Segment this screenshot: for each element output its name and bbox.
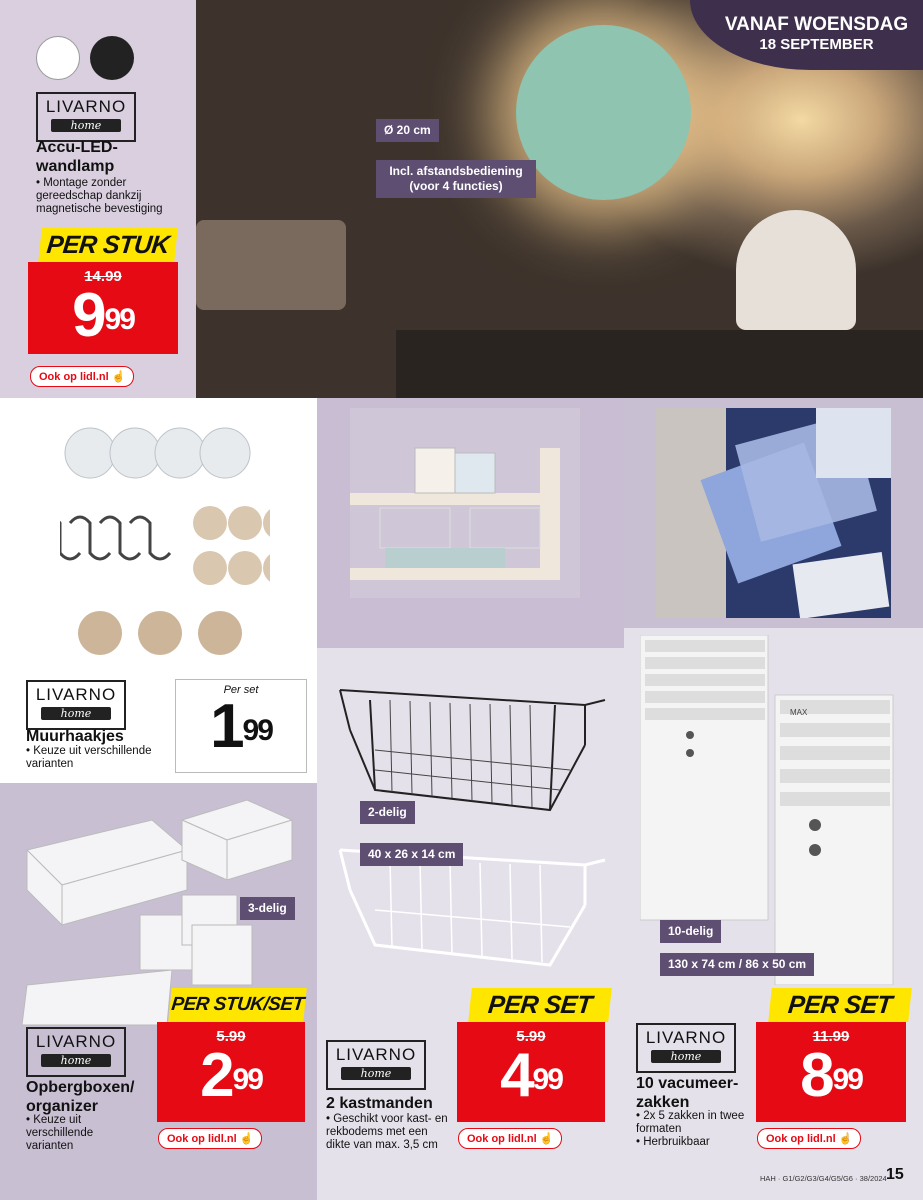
lamp-size-tag: Ø 20 cm: [376, 119, 439, 142]
online-link-text: Ook op lidl.nl: [766, 1133, 836, 1145]
vacuum-price-int: 8: [800, 1041, 833, 1110]
hooks-livarno-logo: [26, 680, 126, 730]
hooks-description: • Keuze uit verschillende varianten: [26, 745, 152, 770]
lamp-title-line2: wandlamp: [36, 158, 115, 175]
vacuum-description: [636, 1110, 746, 1149]
sofa-image: [196, 220, 346, 310]
wall-lamp-image: [516, 25, 691, 200]
vacuum-price: [756, 1041, 906, 1110]
lamp-price: [28, 281, 178, 350]
bag-max-label: MAX: [790, 708, 808, 717]
boxes-price-box: [157, 1022, 305, 1122]
vacuum-desc-line2: • Herbruikbaar: [636, 1136, 710, 1148]
vacuum-title: [636, 1074, 738, 1112]
vacuum-desc-line1: • 2x 5 zakken in twee formaten: [636, 1110, 745, 1135]
brand-text: LIVARNO: [45, 97, 127, 116]
baskets-old-price: 5.99: [516, 1028, 546, 1045]
vacuum-old-price: 11.99: [812, 1028, 850, 1045]
brand-text: LIVARNO: [645, 1028, 727, 1047]
baskets-title: 2 kastmanden: [326, 1095, 433, 1112]
baskets-price-dec: 99: [532, 1063, 562, 1096]
boxes-title: [26, 1078, 134, 1116]
brand-sub: home: [41, 707, 111, 720]
vacuum-title-line1: 10 vacumeer-: [636, 1075, 739, 1092]
brand-sub: home: [651, 1050, 721, 1063]
hooks-image: [60, 418, 270, 688]
online-link-text: Ook op lidl.nl: [39, 371, 109, 383]
lamp-price-int: 9: [72, 281, 105, 350]
brand-text: LIVARNO: [35, 1032, 117, 1051]
hooks-price-int: 1: [210, 692, 243, 761]
baskets-price: [457, 1041, 605, 1110]
sideboard-image: [396, 330, 923, 398]
brand-sub: home: [51, 119, 121, 132]
hooks-per-label: Per set: [223, 684, 259, 696]
baskets-livarno-logo: [326, 1040, 426, 1090]
boxes-price-int: 2: [200, 1041, 233, 1110]
vacuum-title-line2: zakken: [636, 1094, 690, 1111]
lamp-description: • Montage zonder gereedschap dankzij magnetische bevestiging: [36, 177, 163, 215]
lamp-title-line1: Accu-LED-: [36, 139, 118, 156]
brand-text: LIVARNO: [35, 685, 117, 704]
shelf-photo: [350, 408, 580, 598]
baskets-online-link[interactable]: Ook op lidl.nl ☝: [458, 1128, 562, 1149]
hooks-price-box: [175, 679, 307, 773]
boxes-title-line1: Opbergboxen/: [26, 1079, 135, 1096]
vacuum-price-dec: 99: [832, 1063, 862, 1096]
date-line2: 18 SEPTEMBER: [759, 36, 874, 53]
baskets-size-tag: 40 x 26 x 14 cm: [360, 843, 463, 866]
baskets-price-box: [457, 1022, 605, 1122]
hooks-price: [176, 692, 306, 761]
lamp-online-link[interactable]: Ook op lidl.nl ☝: [30, 366, 134, 387]
page-number: 15: [886, 1166, 904, 1183]
boxes-price: [157, 1041, 305, 1110]
lamp-price-box: [28, 262, 178, 354]
vacuum-size-tag: 130 x 74 cm / 86 x 50 cm: [660, 953, 814, 976]
baskets-count-tag: 2-delig: [360, 801, 415, 824]
vacuum-online-link[interactable]: Ook op lidl.nl ☝: [757, 1128, 861, 1149]
lamp-per-label: PER STUK: [38, 228, 178, 262]
brand-sub: home: [41, 1054, 111, 1067]
baskets-price-int: 4: [500, 1041, 533, 1110]
online-link-text: Ook op lidl.nl: [167, 1133, 237, 1145]
black-basket-image: [330, 670, 615, 815]
vacuum-per-label: PER SET: [768, 988, 912, 1022]
boxes-price-dec: 99: [232, 1063, 262, 1096]
brand-sub: home: [341, 1067, 411, 1080]
baskets-description: • Geschikt voor kast- en rekbodems met een dikte van max. 3,5 cm: [326, 1113, 448, 1151]
boxes-description: • Keuze uit verschillende varianten: [26, 1114, 94, 1152]
lamp-remote-tag: Incl. afstandsbediening (voor 4 functies): [376, 160, 536, 198]
hooks-price-dec: 99: [242, 714, 272, 747]
livarno-logo: [36, 92, 136, 142]
lamp-old-price: 14.99: [84, 268, 122, 285]
vacuum-photo: [656, 408, 891, 618]
boxes-livarno-logo: [26, 1027, 126, 1077]
vacuum-count-tag: 10-delig: [660, 920, 721, 943]
boxes-title-line2: organizer: [26, 1098, 99, 1115]
footer-code: HAH · G1/G2/G3/G4/G5/G6 · 38/2024: [760, 1174, 887, 1183]
hooks-title: Muurhaakjes: [26, 728, 124, 745]
vacuum-price-box: [756, 1022, 906, 1122]
lamp-price-dec: 99: [104, 303, 134, 336]
lamp-title: [36, 138, 186, 176]
brand-text: LIVARNO: [335, 1045, 417, 1064]
boxes-online-link[interactable]: Ook op lidl.nl ☝: [158, 1128, 262, 1149]
boxes-old-price: 5.99: [216, 1028, 246, 1045]
date-line1: VANAF WOENSDAG: [724, 14, 909, 35]
boxes-per-label: PER STUK/SET: [168, 988, 307, 1022]
vacuum-livarno-logo: [636, 1023, 736, 1073]
black-color-swatch[interactable]: [90, 36, 134, 80]
baskets-per-label: PER SET: [468, 988, 612, 1022]
plant-pot-image: [736, 210, 856, 330]
boxes-count-tag: 3-delig: [240, 897, 295, 920]
white-color-swatch[interactable]: [36, 36, 80, 80]
online-link-text: Ook op lidl.nl: [467, 1133, 537, 1145]
